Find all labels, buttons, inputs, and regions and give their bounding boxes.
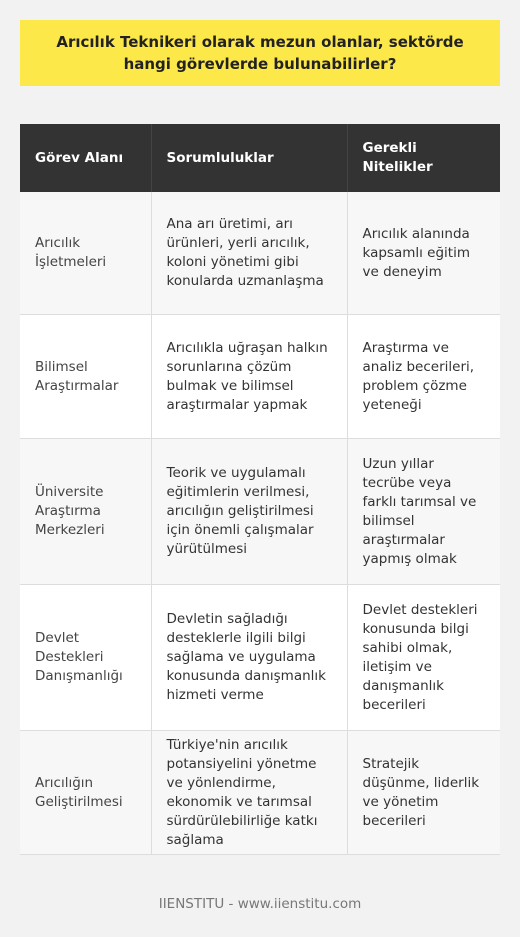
title-banner: [20, 20, 500, 86]
page-title: Arıcılık Teknikeri olarak mezun olanlar, sektörde hangi görevlerde bulunabilirler?: [56, 33, 464, 73]
column-header-qualifications: Gerekli Nitelikler: [347, 124, 500, 192]
cell-area: Üniversite Araştırma Merkezleri: [20, 439, 151, 585]
cell-qualifications: Devlet destekleri konusunda bilgi sahibi olmak, iletişim ve danışmanlık becerileri: [347, 585, 500, 731]
cell-qualifications: Stratejik düşünme, liderlik ve yönetim becerileri: [347, 731, 500, 855]
roles-table: [20, 124, 500, 855]
table-row: [20, 585, 500, 731]
table-row: [20, 315, 500, 439]
cell-qualifications: Uzun yıllar tecrübe veya farklı tarımsal ve bilimsel araştırmalar yapmış olmak: [347, 439, 500, 585]
cell-area: Arıcılık İşletmeleri: [20, 192, 151, 315]
cell-responsibilities: Devletin sağladığı desteklerle ilgili bilgi sağlama ve uygulama konusunda danışmanlık hizmeti verme: [151, 585, 347, 731]
column-header-responsibilities: Sorumluluklar: [151, 124, 347, 192]
cell-responsibilities: Arıcılıkla uğraşan halkın sorunlarına çözüm bulmak ve bilimsel araştırmalar yapmak: [151, 315, 347, 439]
cell-responsibilities: Ana arı üretimi, arı ürünleri, yerli arıcılık, koloni yönetimi gibi konularda uzmanlaşma: [151, 192, 347, 315]
cell-area: Bilimsel Araştırmalar: [20, 315, 151, 439]
column-header-area: Görev Alanı: [20, 124, 151, 192]
table-row: [20, 439, 500, 585]
cell-responsibilities: Teorik ve uygulamalı eğitimlerin verilmesi, arıcılığın geliştirilmesi için önemli çalışmalar yürütülmesi: [151, 439, 347, 585]
footer-credit: IIENSTITU - www.iienstitu.com: [158, 896, 362, 912]
table-header-row: [20, 124, 500, 192]
cell-area: Arıcılığın Geliştirilmesi: [20, 731, 151, 855]
cell-qualifications: Araştırma ve analiz becerileri, problem çözme yeteneği: [347, 315, 500, 439]
cell-qualifications: Arıcılık alanında kapsamlı eğitim ve deneyim: [347, 192, 500, 315]
table-row: [20, 731, 500, 855]
cell-responsibilities: Türkiye'nin arıcılık potansiyelini yönetme ve yönlendirme, ekonomik ve tarımsal sürdürülebilirliğe katkı sağlama: [151, 731, 347, 855]
cell-area: Devlet Destekleri Danışmanlığı: [20, 585, 151, 731]
table-row: [20, 192, 500, 315]
